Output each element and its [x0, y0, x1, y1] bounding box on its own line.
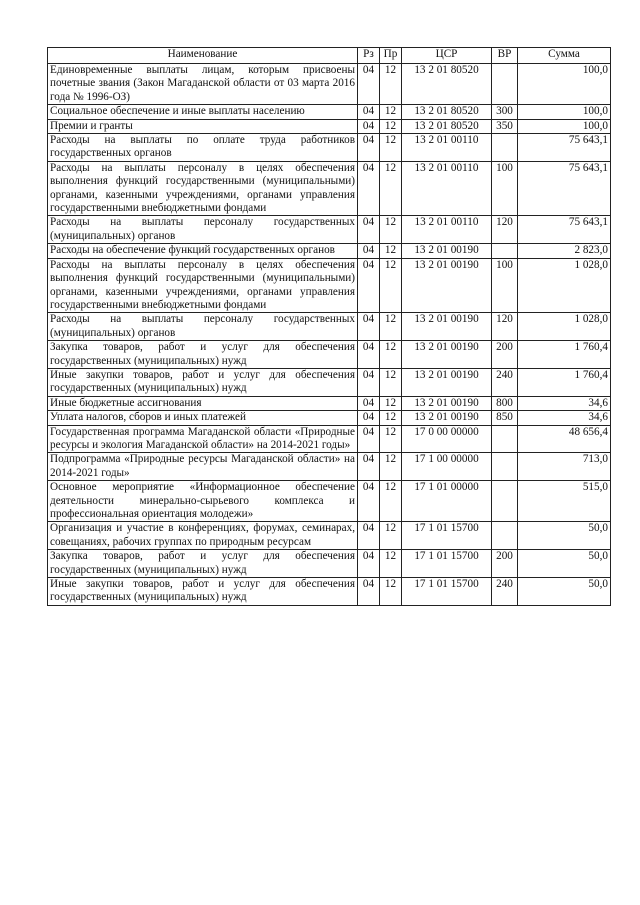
row-sum: 1 028,0	[518, 313, 611, 341]
row-pr: 12	[380, 411, 402, 425]
row-vr: 120	[492, 216, 518, 244]
table-row	[48, 244, 611, 258]
table-row	[48, 64, 611, 105]
table-row	[48, 550, 611, 578]
table-header	[48, 48, 611, 64]
row-csr: 13 2 01 00110	[402, 161, 492, 216]
row-name: Иные бюджетные ассигнования	[48, 396, 358, 410]
row-vr	[492, 425, 518, 453]
row-pr: 12	[380, 64, 402, 105]
row-pr: 12	[380, 161, 402, 216]
row-name: Расходы на обеспечение функций государственных органов	[48, 244, 358, 258]
row-name: Подпрограмма «Природные ресурсы Магаданской области» на 2014-2021 годы»	[48, 453, 358, 481]
table-row	[48, 522, 611, 550]
table-row	[48, 134, 611, 162]
header-sum: Сумма	[518, 48, 611, 64]
row-name: Единовременные выплаты лицам, которым присвоены почетные звания (Закон Магаданской области от 03 марта 2016 года № 1996-ОЗ)	[48, 64, 358, 105]
row-vr: 850	[492, 411, 518, 425]
row-pr: 12	[380, 119, 402, 133]
header-row	[48, 48, 611, 64]
row-csr: 13 2 01 80520	[402, 64, 492, 105]
row-sum: 2 823,0	[518, 244, 611, 258]
row-rz: 04	[358, 522, 380, 550]
row-vr	[492, 134, 518, 162]
table-row	[48, 119, 611, 133]
row-csr: 13 2 01 00190	[402, 411, 492, 425]
row-pr: 12	[380, 134, 402, 162]
row-name: Закупка товаров, работ и услуг для обеспечения государственных (муниципальных) нужд	[48, 341, 358, 369]
row-csr: 13 2 01 00110	[402, 216, 492, 244]
row-name: Иные закупки товаров, работ и услуг для обеспечения государственных (муниципальных) нужд	[48, 368, 358, 396]
row-vr: 100	[492, 258, 518, 313]
header-name: Наименование	[48, 48, 358, 64]
table-row	[48, 411, 611, 425]
row-rz: 04	[358, 119, 380, 133]
row-pr: 12	[380, 481, 402, 522]
row-name: Расходы на выплаты персоналу государственных (муниципальных) органов	[48, 313, 358, 341]
row-vr	[492, 244, 518, 258]
row-csr: 13 2 01 00190	[402, 313, 492, 341]
row-rz: 04	[358, 313, 380, 341]
row-rz: 04	[358, 216, 380, 244]
table-row	[48, 368, 611, 396]
row-rz: 04	[358, 134, 380, 162]
row-vr	[492, 481, 518, 522]
table-row	[48, 396, 611, 410]
row-sum: 100,0	[518, 64, 611, 105]
row-name: Закупка товаров, работ и услуг для обеспечения государственных (муниципальных) нужд	[48, 550, 358, 578]
row-rz: 04	[358, 161, 380, 216]
row-name: Уплата налогов, сборов и иных платежей	[48, 411, 358, 425]
row-rz: 04	[358, 341, 380, 369]
row-vr: 100	[492, 161, 518, 216]
row-pr: 12	[380, 550, 402, 578]
row-vr: 350	[492, 119, 518, 133]
row-pr: 12	[380, 341, 402, 369]
row-rz: 04	[358, 244, 380, 258]
table-row	[48, 216, 611, 244]
row-sum: 50,0	[518, 578, 611, 606]
row-csr: 17 1 01 15700	[402, 550, 492, 578]
row-rz: 04	[358, 64, 380, 105]
row-rz: 04	[358, 578, 380, 606]
row-name: Расходы на выплаты по оплате труда работников государственных органов	[48, 134, 358, 162]
row-pr: 12	[380, 105, 402, 119]
table-row	[48, 481, 611, 522]
row-sum: 1 028,0	[518, 258, 611, 313]
row-rz: 04	[358, 425, 380, 453]
row-rz: 04	[358, 550, 380, 578]
row-vr: 240	[492, 368, 518, 396]
table-row	[48, 341, 611, 369]
table-body	[48, 64, 611, 606]
row-csr: 13 2 01 00190	[402, 244, 492, 258]
row-csr: 13 2 01 80520	[402, 105, 492, 119]
row-name: Расходы на выплаты персоналу в целях обеспечения выполнения функций государственными (муниципальными) органами, казенными учреждениями, органами управления государственными внебюджетными фондами	[48, 258, 358, 313]
row-sum: 48 656,4	[518, 425, 611, 453]
row-vr: 240	[492, 578, 518, 606]
row-csr: 13 2 01 00190	[402, 258, 492, 313]
row-vr	[492, 522, 518, 550]
row-rz: 04	[358, 258, 380, 313]
row-csr: 13 2 01 00190	[402, 341, 492, 369]
header-csr: ЦСР	[402, 48, 492, 64]
table-row	[48, 258, 611, 313]
row-sum: 75 643,1	[518, 216, 611, 244]
table-row	[48, 313, 611, 341]
row-sum: 50,0	[518, 522, 611, 550]
header-rz: Рз	[358, 48, 380, 64]
table-row	[48, 578, 611, 606]
row-vr: 200	[492, 341, 518, 369]
row-rz: 04	[358, 368, 380, 396]
table-row	[48, 425, 611, 453]
row-name: Расходы на выплаты персоналу в целях обеспечения выполнения функций государственными (муниципальными) органами, казенными учреждениями, органами управления государственными внебюджетными фондами	[48, 161, 358, 216]
row-csr: 17 1 01 15700	[402, 578, 492, 606]
header-vr: ВР	[492, 48, 518, 64]
row-sum: 1 760,4	[518, 341, 611, 369]
row-rz: 04	[358, 411, 380, 425]
row-pr: 12	[380, 313, 402, 341]
row-pr: 12	[380, 244, 402, 258]
row-pr: 12	[380, 522, 402, 550]
row-csr: 13 2 01 00190	[402, 368, 492, 396]
row-vr	[492, 453, 518, 481]
row-rz: 04	[358, 396, 380, 410]
row-pr: 12	[380, 396, 402, 410]
row-sum: 75 643,1	[518, 134, 611, 162]
row-name: Иные закупки товаров, работ и услуг для обеспечения государственных (муниципальных) нужд	[48, 578, 358, 606]
header-pr: Пр	[380, 48, 402, 64]
row-csr: 17 1 00 00000	[402, 453, 492, 481]
row-sum: 34,6	[518, 411, 611, 425]
row-sum: 515,0	[518, 481, 611, 522]
budget-table	[47, 47, 611, 606]
row-csr: 17 0 00 00000	[402, 425, 492, 453]
row-name: Премии и гранты	[48, 119, 358, 133]
row-pr: 12	[380, 368, 402, 396]
row-csr: 17 1 01 15700	[402, 522, 492, 550]
row-sum: 100,0	[518, 105, 611, 119]
row-name: Основное мероприятие «Информационное обеспечение деятельности минерально-сырьевого комплекса и профессиональная ориентация молодежи»	[48, 481, 358, 522]
row-sum: 34,6	[518, 396, 611, 410]
row-rz: 04	[358, 453, 380, 481]
row-sum: 50,0	[518, 550, 611, 578]
row-csr: 13 2 01 80520	[402, 119, 492, 133]
row-rz: 04	[358, 481, 380, 522]
row-rz: 04	[358, 105, 380, 119]
row-sum: 100,0	[518, 119, 611, 133]
row-pr: 12	[380, 578, 402, 606]
table-row	[48, 161, 611, 216]
row-name: Расходы на выплаты персоналу государственных (муниципальных) органов	[48, 216, 358, 244]
row-csr: 13 2 01 00190	[402, 396, 492, 410]
table-row	[48, 453, 611, 481]
row-name: Организация и участие в конференциях, форумах, семинарах, совещаниях, рабочих группах по природным ресурсам	[48, 522, 358, 550]
row-vr: 200	[492, 550, 518, 578]
row-sum: 75 643,1	[518, 161, 611, 216]
row-vr: 800	[492, 396, 518, 410]
row-vr: 120	[492, 313, 518, 341]
row-vr: 300	[492, 105, 518, 119]
row-pr: 12	[380, 425, 402, 453]
row-pr: 12	[380, 453, 402, 481]
row-pr: 12	[380, 258, 402, 313]
table-row	[48, 105, 611, 119]
row-name: Социальное обеспечение и иные выплаты населению	[48, 105, 358, 119]
row-pr: 12	[380, 216, 402, 244]
row-csr: 17 1 01 00000	[402, 481, 492, 522]
row-csr: 13 2 01 00110	[402, 134, 492, 162]
row-name: Государственная программа Магаданской области «Природные ресурсы и экология Магаданской области» на 2014-2021 годы»	[48, 425, 358, 453]
row-sum: 1 760,4	[518, 368, 611, 396]
row-vr	[492, 64, 518, 105]
row-sum: 713,0	[518, 453, 611, 481]
